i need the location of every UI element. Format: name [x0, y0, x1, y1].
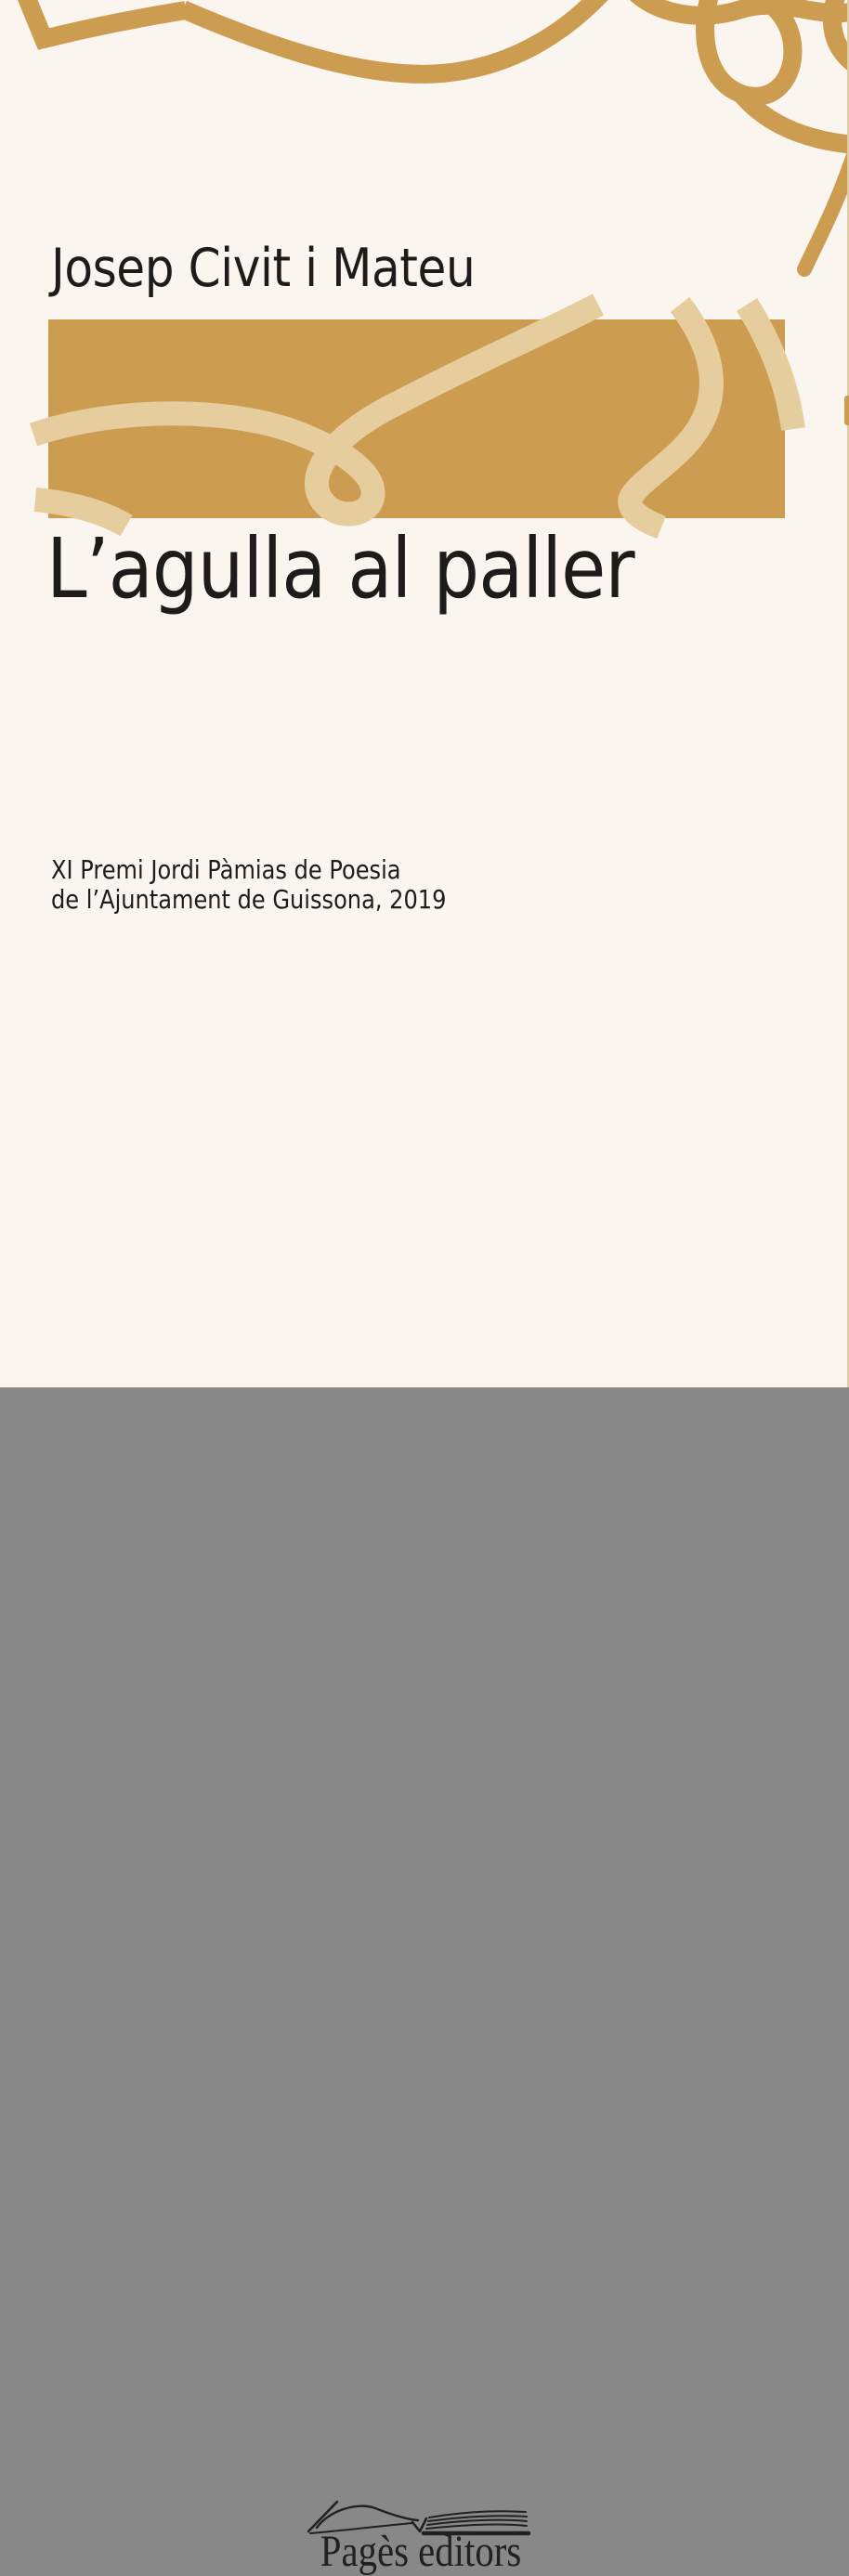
gold-band: [48, 319, 785, 518]
gold-swirls-decoration-icon: [0, 0, 849, 279]
award-text: [51, 855, 446, 915]
author-name: Josep Civit i Mateu: [51, 238, 476, 299]
book-title: L’agulla al paller: [46, 520, 634, 617]
page-edge-notch: [844, 396, 849, 425]
band-swirl-decoration-icon: [48, 319, 785, 518]
publisher-name: Pagès editors: [320, 2527, 522, 2576]
award-line-2: de l’Ajuntament de Guissona, 2019: [51, 884, 447, 915]
publisher-logo: [0, 1244, 849, 2576]
award-line-1: XI Premi Jordi Pàmias de Poesia: [51, 854, 401, 885]
